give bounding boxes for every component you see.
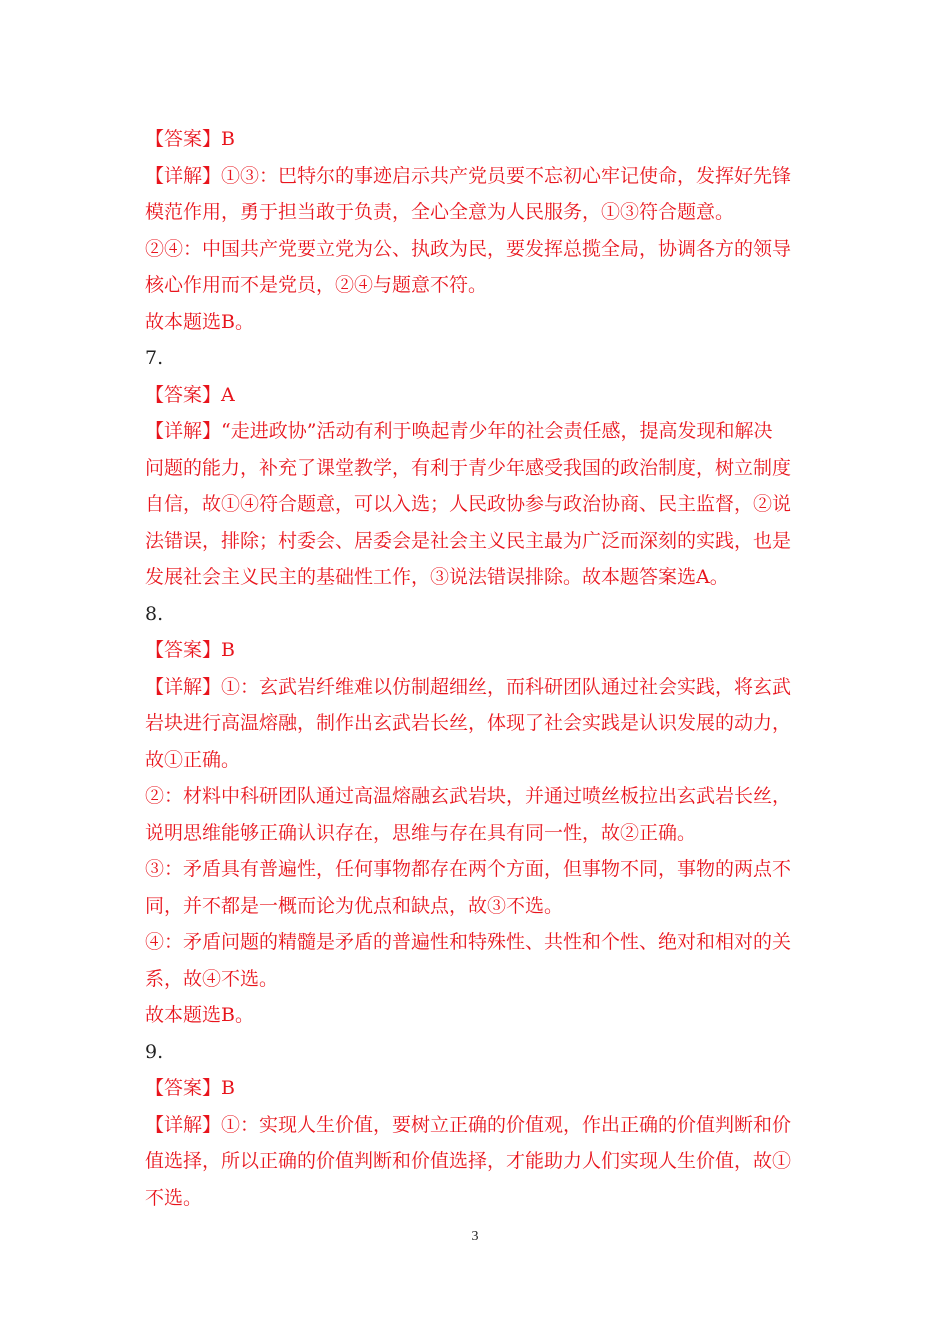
section-tag: 【详解】 [145, 675, 222, 698]
text-line [145, 705, 815, 742]
line-text: 核心作用而不是党员，②④与题意不符。 [145, 274, 488, 296]
line-text: 法错误，排除；村委会、居委会是社会主义民主最为广泛而深刻的实践，也是 [145, 529, 792, 552]
line-text: B [221, 128, 235, 150]
text-line [145, 1180, 815, 1217]
line-text: 发展社会主义民主的基础性工作，③说法错误排除。故本题答案选A。 [145, 566, 729, 588]
text-line [145, 1034, 815, 1071]
line-text: 故本题选B。 [145, 310, 254, 333]
line-text: ②：材料中科研团队通过高温熔融玄武岩块，并通过喷丝板拉出玄武岩长丝， [145, 785, 792, 807]
answer-explanations [145, 121, 815, 1216]
text-line [145, 1143, 815, 1180]
section-tag: 【详解】 [145, 1113, 222, 1136]
section-tag: 【答案】 [145, 1077, 222, 1099]
text-line [145, 742, 815, 779]
line-text: ①：玄武岩纤维难以仿制超细丝，而科研团队通过社会实践，将玄武 [221, 675, 792, 698]
text-line [145, 559, 815, 596]
section-tag: 【答案】 [145, 128, 222, 150]
line-text: 自信，故①④符合题意，可以入选；人民政协参与政治协商、民主监督，②说 [145, 493, 792, 515]
text-line [145, 523, 815, 560]
line-text: 故本题选B。 [145, 1004, 254, 1026]
line-text: 同，并不都是一概而论为优点和缺点，故③不选。 [145, 894, 564, 917]
text-line [145, 194, 815, 231]
line-text: 值选择，所以正确的价值判断和价值选择，才能助力人们实现人生价值，故① [145, 1150, 792, 1172]
line-text: A [221, 383, 235, 406]
line-text: “走进政协”活动有利于唤起青少年的社会责任感，提高发现和解决 [221, 420, 773, 442]
text-line [145, 158, 815, 195]
line-text: 不选。 [145, 1186, 203, 1209]
line-text: 系，故④不选。 [145, 967, 279, 990]
line-text: ③：矛盾具有普遍性，任何事物都存在两个方面，但事物不同，事物的两点不 [145, 858, 792, 880]
text-line [145, 888, 815, 925]
text-line [145, 997, 815, 1034]
line-text: 问题的能力，补充了课堂教学，有利于青少年感受我国的政治制度，树立制度 [145, 456, 792, 479]
text-line [145, 267, 815, 304]
line-text: ①③：巴特尔的事迹启示共产党员要不忘初心牢记使命，发挥好先锋 [221, 164, 792, 187]
text-line [145, 596, 815, 633]
line-text: 9. [145, 1040, 164, 1063]
text-line [145, 340, 815, 377]
text-line [145, 121, 815, 158]
line-text: ①：实现人生价值，要树立正确的价值观，作出正确的价值判断和价 [221, 1113, 792, 1136]
text-line [145, 231, 815, 268]
text-line [145, 815, 815, 852]
text-line [145, 1070, 815, 1107]
text-line [145, 851, 815, 888]
line-text: ②④：中国共产党要立党为公、执政为民，要发挥总揽全局，协调各方的领导 [145, 237, 792, 260]
text-line [145, 486, 815, 523]
text-line [145, 413, 815, 450]
section-tag: 【详解】 [145, 420, 222, 442]
text-line [145, 924, 815, 961]
line-text: 模范作用，勇于担当敢于负责，全心全意为人民服务，①③符合题意。 [145, 201, 735, 223]
text-line [145, 450, 815, 487]
section-tag: 【答案】 [145, 639, 222, 661]
line-text: ④：矛盾问题的精髓是矛盾的普遍性和特殊性、共性和个性、绝对和相对的关 [145, 931, 792, 953]
section-tag: 【详解】 [145, 164, 222, 187]
text-line [145, 669, 815, 706]
line-text: B [221, 1077, 235, 1099]
section-tag: 【答案】 [145, 383, 222, 406]
text-line [145, 632, 815, 669]
line-text: 7. [145, 347, 164, 369]
text-line [145, 1107, 815, 1144]
line-text: 说明思维能够正确认识存在，思维与存在具有同一性，故②正确。 [145, 821, 697, 844]
line-text: B [221, 639, 235, 661]
line-text: 故①正确。 [145, 748, 241, 771]
line-text: 8. [145, 602, 164, 625]
text-line [145, 377, 815, 414]
text-line [145, 961, 815, 998]
line-text: 岩块进行高温熔融，制作出玄武岩长丝，体现了社会实践是认识发展的动力， [145, 712, 792, 734]
text-line [145, 304, 815, 341]
page-number: 3 [471, 1229, 479, 1244]
text-line [145, 778, 815, 815]
